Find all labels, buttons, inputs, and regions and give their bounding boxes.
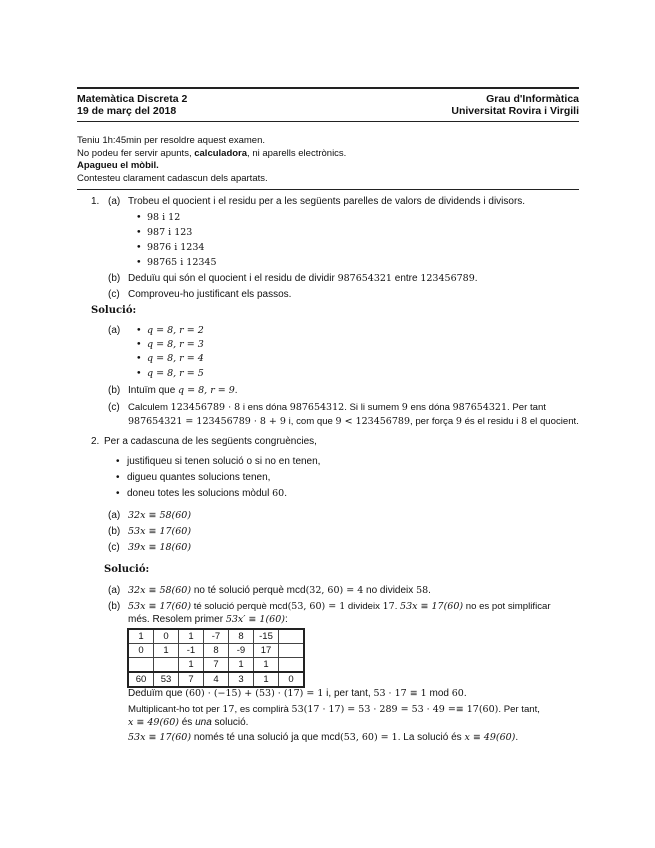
q2-sol-b-line1: 53x ≡ 17(60) té solució perquè mcd(53, 60) = 1 divideix 17. 53x ≡ 17(60) no es pot simplificar [128, 601, 551, 612]
table-cell: 0 [128, 644, 154, 658]
q1-sol-a-label: (a) [108, 325, 121, 336]
q1c-text: Comproveu-ho justificant els passos. [128, 289, 292, 300]
table-cell: 1 [128, 629, 154, 644]
table-cell: 8 [229, 629, 254, 644]
q1a-label: (a) [108, 196, 121, 207]
table-row [128, 629, 304, 644]
exam-date: 19 de març del 2018 [77, 105, 177, 117]
q1-number: 1. [91, 196, 100, 207]
table-cell: 1 [179, 658, 204, 673]
q2-sol-a-label: (a) [108, 585, 121, 596]
table-cell: 60 [128, 672, 154, 687]
table-cell: 53 [154, 672, 179, 687]
q1-sol-b-label: (b) [108, 385, 121, 396]
q2a-label: (a) [108, 510, 121, 521]
table-cell: 1 [254, 658, 279, 673]
table-cell: 7 [204, 658, 229, 673]
table-cell: 1 [179, 629, 204, 644]
table-cell: 7 [179, 672, 204, 687]
university-name: Universitat Rovira i Virgili [451, 105, 579, 117]
q1a-item: • 98765 i 12345 [147, 256, 217, 270]
q2-sol-b-line2: més. Resolem primer 53x′ ≡ 1(60): [128, 614, 288, 625]
instructions [77, 135, 346, 185]
table-cell: -7 [204, 629, 229, 644]
table-cell [279, 629, 305, 644]
table-row [128, 658, 304, 673]
table-cell [279, 658, 305, 673]
table-cell: 1 [229, 658, 254, 673]
q2-solution-title: Solució: [104, 564, 150, 575]
q1-sol-c-label: (c) [108, 402, 120, 413]
q1a-item: • 98 i 12 [147, 211, 180, 225]
q1-sol-a-item: • q = 8, r = 3 [147, 338, 204, 352]
q1-sol-a-item: • q = 8, r = 5 [147, 367, 204, 381]
q2-bullet: • justifiqueu si tenen solució o si no en tenen, [127, 455, 320, 469]
instructions-phone: Apagueu el mòbil. [77, 160, 159, 171]
table-row [128, 644, 304, 658]
q2c-congruence: 39x ≡ 18(60) [128, 542, 192, 553]
course-title: Matemàtica Discreta 2 [77, 93, 188, 105]
q2-bullet: • digueu quantes solucions tenen, [127, 471, 270, 485]
table-row [128, 672, 304, 687]
table-cell: 4 [204, 672, 229, 687]
q2b-congruence: 53x ≡ 17(60) [128, 526, 192, 537]
q2-number: 2. [91, 436, 100, 447]
table-cell [128, 658, 154, 673]
instructions-time: Teniu 1h:45min per resoldre aquest examen. [77, 135, 266, 146]
q1a-text: Trobeu el quocient i el residu per a les següents parelles de valors de dividends i divisors. [128, 196, 526, 207]
degree-name: Grau d'Informàtica [486, 93, 579, 105]
q1c-label: (c) [108, 289, 120, 300]
intro-rule [77, 189, 579, 190]
instructions-answer: Contesteu clarament cadascun dels apartats. [77, 172, 268, 184]
table-cell: 1 [254, 672, 279, 687]
q1-sol-a-item: • q = 8, r = 4 [147, 352, 204, 366]
q2-sol-b-label: (b) [108, 601, 121, 612]
q2-deduction-line3: x ≡ 49(60) és una solució. [128, 717, 249, 728]
header-rule [77, 121, 579, 122]
table-cell: -1 [179, 644, 204, 658]
q1b-text: Deduïu qui són el quocient i el residu de dividir 987654321 entre 123456789. [128, 273, 478, 284]
instructions-materials: No podeu fer servir apunts, calculadora, ni aparells electrònics. [77, 147, 347, 159]
q1-sol-b-text: Intuïm que q = 8, r = 9. [128, 385, 238, 396]
q2c-label: (c) [108, 542, 120, 553]
table-cell: -15 [254, 629, 279, 644]
q1-sol-c-line2: 987654321 = 123456789 · 8 + 9 i, com que 9 < 123456789, per força 9 és el residu i 8 el quocient. [128, 416, 579, 427]
q1a-item: • 9876 i 1234 [147, 241, 204, 255]
q1-sol-c-line1: Calculem 123456789 · 8 i ens dóna 987654312. Si li sumem 9 ens dóna 987654321. Per tant [128, 402, 546, 413]
table-cell: 17 [254, 644, 279, 658]
q2-sol-a-text: 32x ≡ 58(60) no té solució perquè mcd(32, 60) = 4 no divideix 58. [128, 585, 431, 596]
q1-sol-a-item: • q = 8, r = 2 [147, 324, 204, 338]
q2-deduction-line4: 53x ≡ 17(60) només té una solució ja que mcd(53, 60) = 1. La solució és x ≡ 49(60). [128, 732, 519, 743]
table-cell: 3 [229, 672, 254, 687]
q2-deduction-line2: Multiplicant-ho tot per 17, es complirà 53(17 · 17) = 53 · 289 = 53 · 49 =≡ 17(60). Per tant, [128, 704, 540, 715]
q1b-label: (b) [108, 273, 121, 284]
table-cell: -9 [229, 644, 254, 658]
top-rule [77, 87, 579, 89]
q2a-congruence: 32x ≡ 58(60) [128, 510, 192, 521]
table-cell [154, 658, 179, 673]
q2-text: Per a cadascuna de les següents congruències, [104, 436, 317, 447]
table-cell [279, 644, 305, 658]
q1-solution-title: Solució: [91, 305, 137, 316]
euclid-table [127, 628, 305, 688]
q2b-label: (b) [108, 526, 121, 537]
q1a-item: • 987 i 123 [147, 226, 192, 240]
q2-bullet: • doneu totes les solucions mòdul 60. [127, 487, 287, 501]
q2-deduction-line1: Deduïm que (60) · (−15) + (53) · (17) = 1 i, per tant, 53 · 17 ≡ 1 mod 60. [128, 688, 467, 699]
table-cell: 1 [154, 644, 179, 658]
table-cell: 8 [204, 644, 229, 658]
table-cell: 0 [279, 672, 305, 687]
table-cell: 0 [154, 629, 179, 644]
